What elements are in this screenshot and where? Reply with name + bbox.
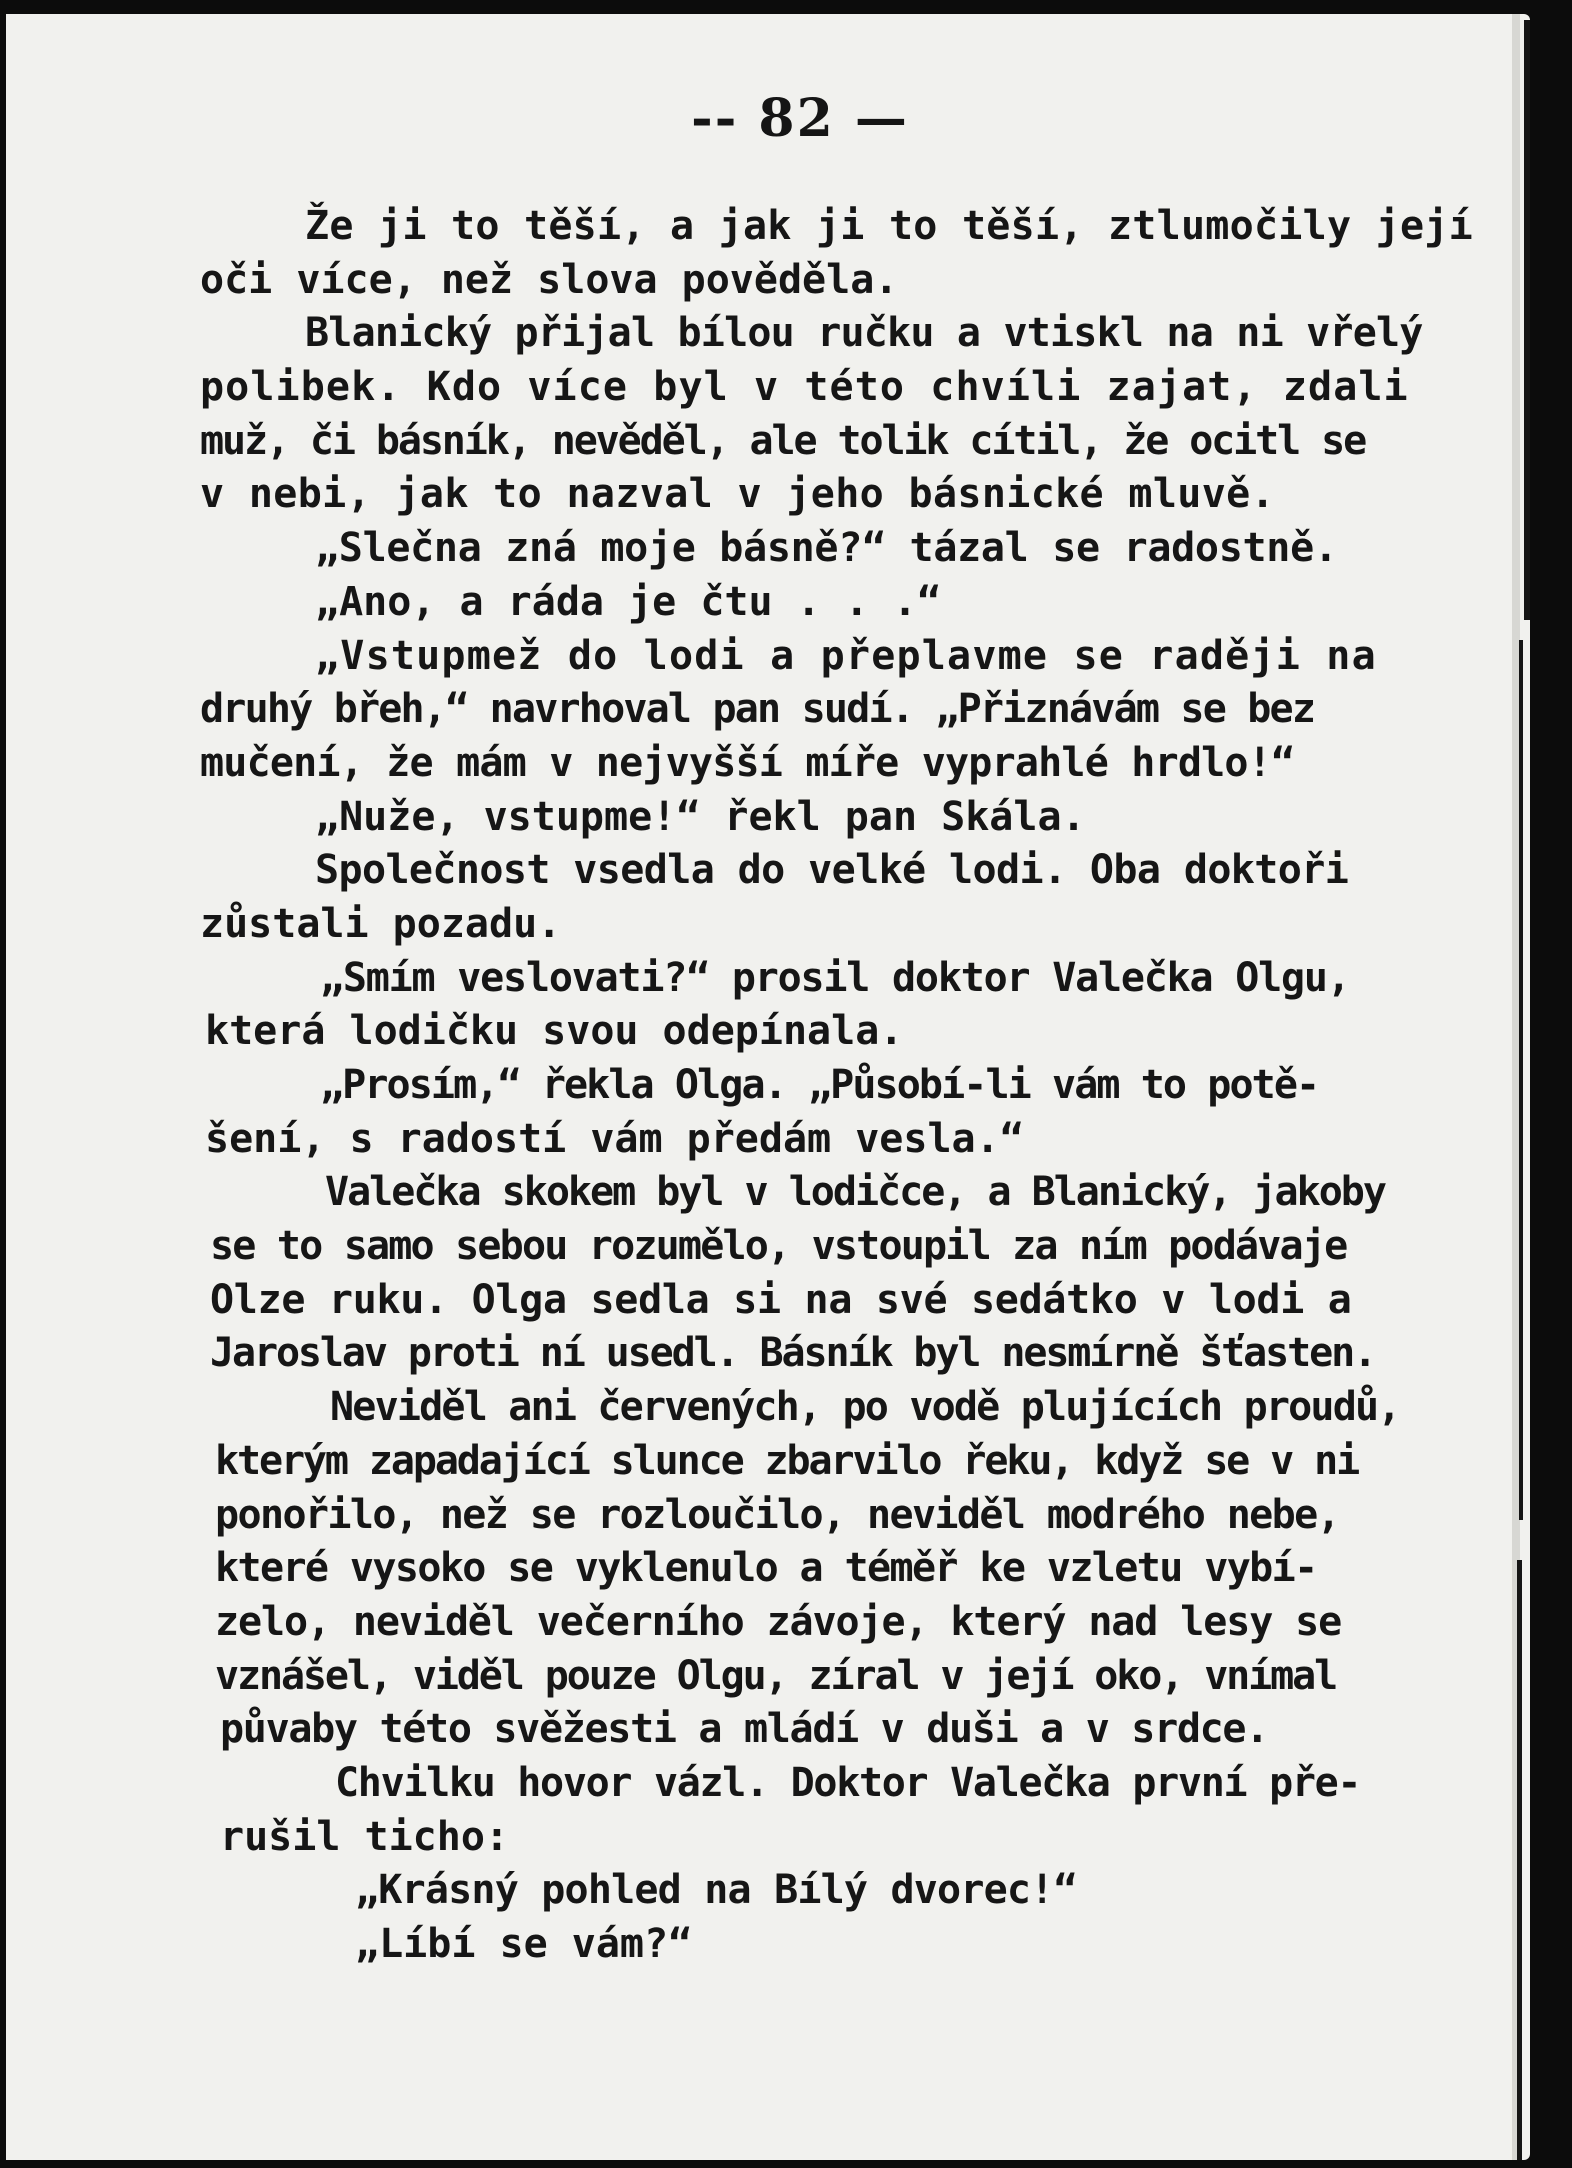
text-line: které vysoko se vyklenulo a téměř ke vzletu vybí-: [215, 1545, 1317, 1592]
text-line: kterým zapadající slunce zbarvilo řeku, když se v ni: [215, 1437, 1359, 1484]
text-line: Že ji to těší, a jak ji to těší, ztlumočily její: [305, 203, 1473, 249]
text-line: „Slečna zná moje básně?“ tázal se radostně.: [315, 525, 1338, 572]
text-line: druhý břeh,“ navrhoval pan sudí. „Přiznávám se bez: [200, 686, 1315, 733]
text-line: Společnost vsedla do velké lodi. Oba doktoři: [315, 847, 1349, 894]
text-line: půvaby této svěžesti a mládí v duši a v srdce.: [220, 1706, 1268, 1753]
text-line: oči více, než slova pověděla.: [200, 256, 899, 303]
text-line: zůstali pozadu.: [200, 900, 562, 947]
text-line: Chvilku hovor vázl. Doktor Valečka první pře-: [335, 1759, 1361, 1806]
binding-shadow: [1519, 640, 1523, 1520]
page-number: -- 82 —: [691, 88, 909, 149]
text-line: se to samo sebou rozumělo, vstoupil za ním podávaje: [210, 1223, 1347, 1270]
text-line: zelo, neviděl večerního závoje, který nad lesy se: [215, 1598, 1342, 1645]
text-line: Neviděl ani červených, po vodě plujících proudů,: [330, 1384, 1400, 1431]
binding-shadow: [1524, 20, 1530, 620]
text-line: rušil ticho:: [220, 1813, 509, 1860]
text-line: polibek. Kdo více byl v této chvíli zajat, zdali: [200, 364, 1409, 411]
text-line: muž, či básník, nevěděl, ale tolik cítil, že ocitl se: [200, 417, 1366, 464]
text-line: vznášel, viděl pouze Olgu, zíral v její oko, vnímal: [215, 1652, 1337, 1699]
text-line: v nebi, jak to nazval v jeho básnické mluvě.: [200, 471, 1276, 518]
text-line: ponořilo, než se rozloučilo, neviděl modrého nebe,: [215, 1491, 1340, 1538]
text-line: Olze ruku. Olga sedla si na své sedátko v lodi a: [210, 1276, 1352, 1323]
text-line: Valečka skokem byl v lodičce, a Blanický, jakoby: [325, 1169, 1385, 1216]
binding-shadow: [1517, 1560, 1522, 2160]
text-line: šení, s radostí vám předám vesla.“: [205, 1115, 1024, 1162]
text-line: mučení, že mám v nejvyšší míře vyprahlé hrdlo!“: [200, 739, 1295, 786]
text-line: „Líbí se vám?“: [355, 1921, 693, 1967]
body-text: [200, 200, 1473, 1972]
text-line: „Nuže, vstupme!“ řekl pan Skála.: [315, 793, 1086, 840]
text-line: „Smím veslovati?“ prosil doktor Valečka Olgu,: [320, 954, 1350, 1001]
text-line: „Prosím,“ řekla Olga. „Působí-li vám to potě-: [320, 1062, 1319, 1108]
text-line: „Ano, a ráda je čtu . . .“: [315, 578, 942, 625]
text-line: která lodičku svou odepínala.: [205, 1008, 904, 1055]
text-line: Jaroslav proti ní usedl. Básník byl nesmírně šťasten.: [210, 1330, 1376, 1377]
text-line: „Vstupmež do lodi a přeplavme se raději na: [315, 632, 1377, 679]
text-line: „Krásný pohled na Bílý dvorec!“: [355, 1867, 1077, 1914]
text-line: Blanický přijal bílou ručku a vtiskl na ni vřelý: [305, 310, 1423, 357]
